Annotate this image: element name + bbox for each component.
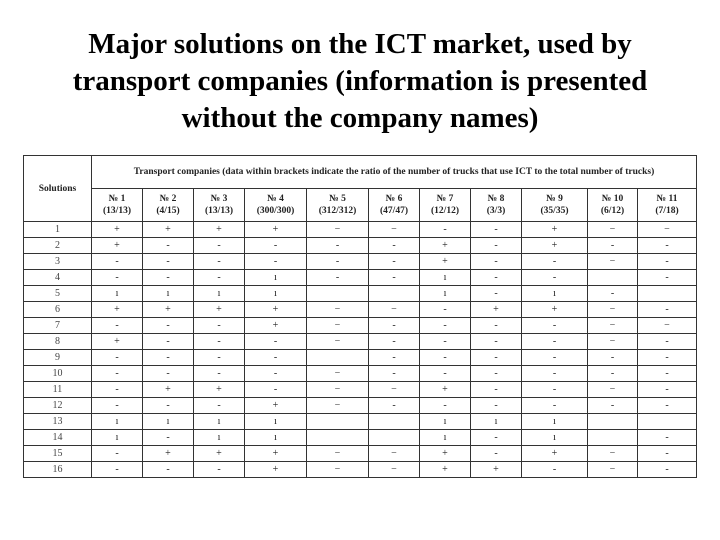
table-cell: - — [638, 302, 697, 318]
company-column-header — [143, 189, 194, 222]
table-cell: + — [143, 302, 194, 318]
solutions-table — [23, 155, 697, 478]
table-cell: + — [194, 222, 245, 238]
table-cell: − — [369, 462, 420, 478]
table-cell: + — [143, 382, 194, 398]
table-cell: - — [307, 254, 369, 270]
table-cell: − — [638, 222, 697, 238]
table-cell: − — [307, 398, 369, 414]
table-header-row-top — [24, 156, 697, 189]
table-cell: - — [92, 350, 143, 366]
table-cell — [638, 286, 697, 302]
table-cell: - — [143, 318, 194, 334]
table-cell: - — [245, 366, 307, 382]
table-row — [24, 446, 697, 462]
table-cell: − — [588, 462, 638, 478]
table-cell: ı — [245, 270, 307, 286]
solution-number: 12 — [24, 398, 92, 414]
table-cell: ı — [420, 414, 471, 430]
table-cell: − — [307, 446, 369, 462]
table-cell: - — [245, 238, 307, 254]
table-cell: + — [420, 238, 471, 254]
table-cell: - — [194, 270, 245, 286]
table-cell: − — [307, 382, 369, 398]
table-cell: - — [638, 462, 697, 478]
table-cell: - — [194, 398, 245, 414]
table-cell: - — [194, 318, 245, 334]
solution-number: 4 — [24, 270, 92, 286]
table-cell: - — [143, 238, 194, 254]
table-cell: - — [420, 334, 471, 350]
table-cell: - — [92, 398, 143, 414]
company-truck-ratio: (47/47) — [380, 206, 408, 216]
table-cell: - — [307, 270, 369, 286]
company-truck-ratio: (6/12) — [600, 206, 625, 216]
solution-number: 11 — [24, 382, 92, 398]
table-cell — [638, 414, 697, 430]
table-cell: - — [420, 366, 471, 382]
table-cell: - — [143, 270, 194, 286]
table-cell: + — [522, 222, 588, 238]
table-cell: - — [471, 222, 522, 238]
table-cell: - — [420, 318, 471, 334]
solution-number: 6 — [24, 302, 92, 318]
table-cell: ı — [420, 430, 471, 446]
company-column-header — [92, 189, 143, 222]
table-cell: - — [588, 398, 638, 414]
solution-number: 5 — [24, 286, 92, 302]
table-cell: - — [245, 382, 307, 398]
solution-number: 15 — [24, 446, 92, 462]
table-cell — [588, 414, 638, 430]
table-cell — [307, 414, 369, 430]
table-cell: + — [420, 382, 471, 398]
table-cell: - — [471, 270, 522, 286]
table-cell: - — [420, 302, 471, 318]
table-cell: + — [471, 302, 522, 318]
table-cell: - — [522, 398, 588, 414]
solution-number: 7 — [24, 318, 92, 334]
table-cell: + — [245, 462, 307, 478]
table-cell: − — [588, 302, 638, 318]
table-cell: ı — [92, 430, 143, 446]
table-cell: ı — [143, 414, 194, 430]
table-cell: − — [307, 334, 369, 350]
table-cell: - — [522, 350, 588, 366]
table-cell: ı — [92, 286, 143, 302]
table-cell: - — [143, 254, 194, 270]
table-cell: + — [245, 446, 307, 462]
table-cell: - — [92, 254, 143, 270]
table-cell: − — [369, 446, 420, 462]
company-column-header — [194, 189, 245, 222]
table-cell: - — [471, 286, 522, 302]
company-name: № 5 — [329, 194, 346, 204]
table-cell: - — [369, 398, 420, 414]
table-cell: - — [471, 382, 522, 398]
table-cell — [588, 270, 638, 286]
table-row — [24, 398, 697, 414]
table-cell: - — [522, 366, 588, 382]
table-cell: - — [471, 318, 522, 334]
table-cell: - — [143, 462, 194, 478]
table-row — [24, 382, 697, 398]
company-name: № 7 — [436, 194, 454, 204]
table-row — [24, 270, 697, 286]
table-cell: − — [307, 366, 369, 382]
table-cell: ı — [194, 414, 245, 430]
company-column-header — [638, 189, 697, 222]
table-row — [24, 254, 697, 270]
slide-title: Major solutions on the ICT market, used by transport companies (information is presented without the company names) — [72, 28, 648, 134]
table-cell: - — [638, 430, 697, 446]
table-cell: + — [420, 462, 471, 478]
table-cell: - — [638, 254, 697, 270]
table-cell — [369, 414, 420, 430]
table-cell: + — [522, 446, 588, 462]
table-cell: + — [143, 446, 194, 462]
company-name: № 6 — [385, 194, 403, 204]
table-cell: − — [588, 318, 638, 334]
table-cell: + — [194, 302, 245, 318]
company-truck-ratio: (3/3) — [486, 206, 506, 216]
table-cell: + — [245, 302, 307, 318]
table-cell: ı — [194, 286, 245, 302]
table-cell: − — [588, 334, 638, 350]
table-cell: ı — [522, 414, 588, 430]
table-cell: - — [471, 446, 522, 462]
solution-number: 1 — [24, 222, 92, 238]
company-truck-ratio: (13/13) — [103, 206, 131, 216]
table-cell: ı — [143, 286, 194, 302]
table-cell: - — [522, 318, 588, 334]
table-cell: - — [522, 462, 588, 478]
table-cell: ı — [522, 286, 588, 302]
table-cell: − — [307, 318, 369, 334]
table-cell: - — [369, 318, 420, 334]
table-cell: - — [143, 334, 194, 350]
table-cell: - — [522, 334, 588, 350]
table-cell: - — [194, 334, 245, 350]
table-cell: − — [307, 222, 369, 238]
table-cell: + — [92, 222, 143, 238]
table-cell: ı — [92, 414, 143, 430]
table-row — [24, 302, 697, 318]
table-cell: - — [638, 238, 697, 254]
company-truck-ratio: (13/13) — [205, 206, 233, 216]
company-truck-ratio: (312/312) — [318, 206, 357, 216]
company-column-header — [307, 189, 369, 222]
solutions-table-container — [23, 155, 696, 478]
table-row — [24, 430, 697, 446]
company-name: № 4 — [267, 194, 284, 204]
table-cell: − — [588, 254, 638, 270]
table-cell: − — [588, 446, 638, 462]
table-cell: ı — [245, 286, 307, 302]
solution-number: 10 — [24, 366, 92, 382]
table-cell: - — [369, 238, 420, 254]
table-cell: - — [143, 366, 194, 382]
table-cell: + — [245, 398, 307, 414]
company-name: № 9 — [546, 194, 563, 204]
table-cell: - — [471, 366, 522, 382]
company-column-header — [522, 189, 588, 222]
table-cell: − — [307, 462, 369, 478]
table-cell: ı — [471, 414, 522, 430]
company-truck-ratio: (300/300) — [256, 206, 295, 216]
companies-group-header: Transport companies (data within brackets indicate the ratio of the number of trucks that use ICT to the total number of trucks) — [92, 156, 697, 189]
company-name: № 11 — [656, 194, 678, 204]
company-truck-ratio: (35/35) — [540, 206, 569, 216]
table-cell: − — [369, 382, 420, 398]
table-row — [24, 318, 697, 334]
company-name: № 10 — [601, 194, 624, 204]
table-cell: - — [369, 366, 420, 382]
table-cell: - — [471, 430, 522, 446]
table-cell: - — [471, 254, 522, 270]
table-cell — [307, 350, 369, 366]
table-cell: − — [588, 222, 638, 238]
table-cell: + — [522, 238, 588, 254]
solution-number: 9 — [24, 350, 92, 366]
table-cell: - — [638, 270, 697, 286]
table-cell: − — [307, 302, 369, 318]
company-column-header — [471, 189, 522, 222]
company-truck-ratio: (12/12) — [431, 206, 459, 216]
table-cell: - — [92, 446, 143, 462]
table-row — [24, 222, 697, 238]
table-cell: - — [638, 366, 697, 382]
table-cell — [307, 430, 369, 446]
table-cell: - — [588, 286, 638, 302]
table-cell: - — [471, 238, 522, 254]
table-cell: - — [588, 350, 638, 366]
solution-number: 8 — [24, 334, 92, 350]
table-cell — [369, 286, 420, 302]
table-row — [24, 238, 697, 254]
table-cell: - — [369, 334, 420, 350]
table-cell: - — [638, 446, 697, 462]
table-cell: - — [588, 238, 638, 254]
table-cell: + — [245, 222, 307, 238]
company-name: № 2 — [159, 194, 177, 204]
table-cell: - — [92, 318, 143, 334]
table-cell: - — [245, 254, 307, 270]
company-column-header — [420, 189, 471, 222]
table-row — [24, 334, 697, 350]
table-cell: - — [194, 254, 245, 270]
table-cell: - — [420, 398, 471, 414]
company-name: № 3 — [210, 194, 228, 204]
solution-number: 13 — [24, 414, 92, 430]
table-cell: - — [369, 254, 420, 270]
table-cell: ı — [194, 430, 245, 446]
table-row — [24, 286, 697, 302]
table-cell — [588, 430, 638, 446]
table-cell: - — [471, 350, 522, 366]
table-cell: - — [522, 270, 588, 286]
company-name: № 1 — [108, 194, 126, 204]
table-cell: ı — [245, 430, 307, 446]
company-column-header — [369, 189, 420, 222]
company-name: № 8 — [487, 194, 505, 204]
table-cell: - — [588, 366, 638, 382]
table-row — [24, 414, 697, 430]
table-cell: - — [638, 382, 697, 398]
table-cell: ı — [420, 270, 471, 286]
solutions-column-header: Solutions — [24, 156, 92, 222]
table-cell: - — [245, 350, 307, 366]
table-cell: + — [522, 302, 588, 318]
table-cell: - — [92, 270, 143, 286]
table-cell: - — [638, 334, 697, 350]
table-cell: + — [245, 318, 307, 334]
table-cell: + — [92, 238, 143, 254]
table-cell: - — [420, 350, 471, 366]
table-cell: - — [369, 270, 420, 286]
table-body — [24, 222, 697, 478]
table-cell: - — [522, 254, 588, 270]
table-cell: - — [522, 382, 588, 398]
company-truck-ratio: (7/18) — [655, 206, 679, 216]
table-cell: − — [638, 318, 697, 334]
table-cell: - — [194, 238, 245, 254]
table-header-row-companies — [24, 189, 697, 222]
company-column-header — [245, 189, 307, 222]
table-cell: - — [92, 382, 143, 398]
table-cell: - — [143, 430, 194, 446]
table-cell — [369, 430, 420, 446]
table-cell: + — [194, 382, 245, 398]
table-cell: ı — [522, 430, 588, 446]
table-cell: - — [245, 334, 307, 350]
table-cell: - — [143, 398, 194, 414]
table-cell: - — [638, 398, 697, 414]
table-cell: ı — [420, 286, 471, 302]
table-cell: ı — [245, 414, 307, 430]
table-row — [24, 462, 697, 478]
table-cell: + — [143, 222, 194, 238]
table-cell: + — [420, 446, 471, 462]
table-cell: + — [92, 302, 143, 318]
table-cell: − — [369, 302, 420, 318]
table-cell: + — [420, 254, 471, 270]
table-cell: + — [92, 334, 143, 350]
table-row — [24, 366, 697, 382]
solution-number: 3 — [24, 254, 92, 270]
table-cell: - — [194, 350, 245, 366]
table-cell: - — [420, 222, 471, 238]
table-cell: + — [194, 446, 245, 462]
table-row — [24, 350, 697, 366]
solution-number: 14 — [24, 430, 92, 446]
table-cell: - — [307, 238, 369, 254]
company-truck-ratio: (4/15) — [156, 206, 180, 216]
table-cell: - — [92, 462, 143, 478]
table-cell: − — [369, 222, 420, 238]
table-cell — [307, 286, 369, 302]
table-cell: - — [92, 366, 143, 382]
table-cell: - — [471, 398, 522, 414]
table-cell: - — [369, 350, 420, 366]
solution-number: 2 — [24, 238, 92, 254]
table-cell: − — [588, 382, 638, 398]
company-column-header — [588, 189, 638, 222]
table-cell: - — [194, 462, 245, 478]
table-cell: - — [471, 334, 522, 350]
table-cell: - — [143, 350, 194, 366]
solution-number: 16 — [24, 462, 92, 478]
table-cell: - — [638, 350, 697, 366]
table-cell: - — [194, 366, 245, 382]
table-cell: + — [471, 462, 522, 478]
